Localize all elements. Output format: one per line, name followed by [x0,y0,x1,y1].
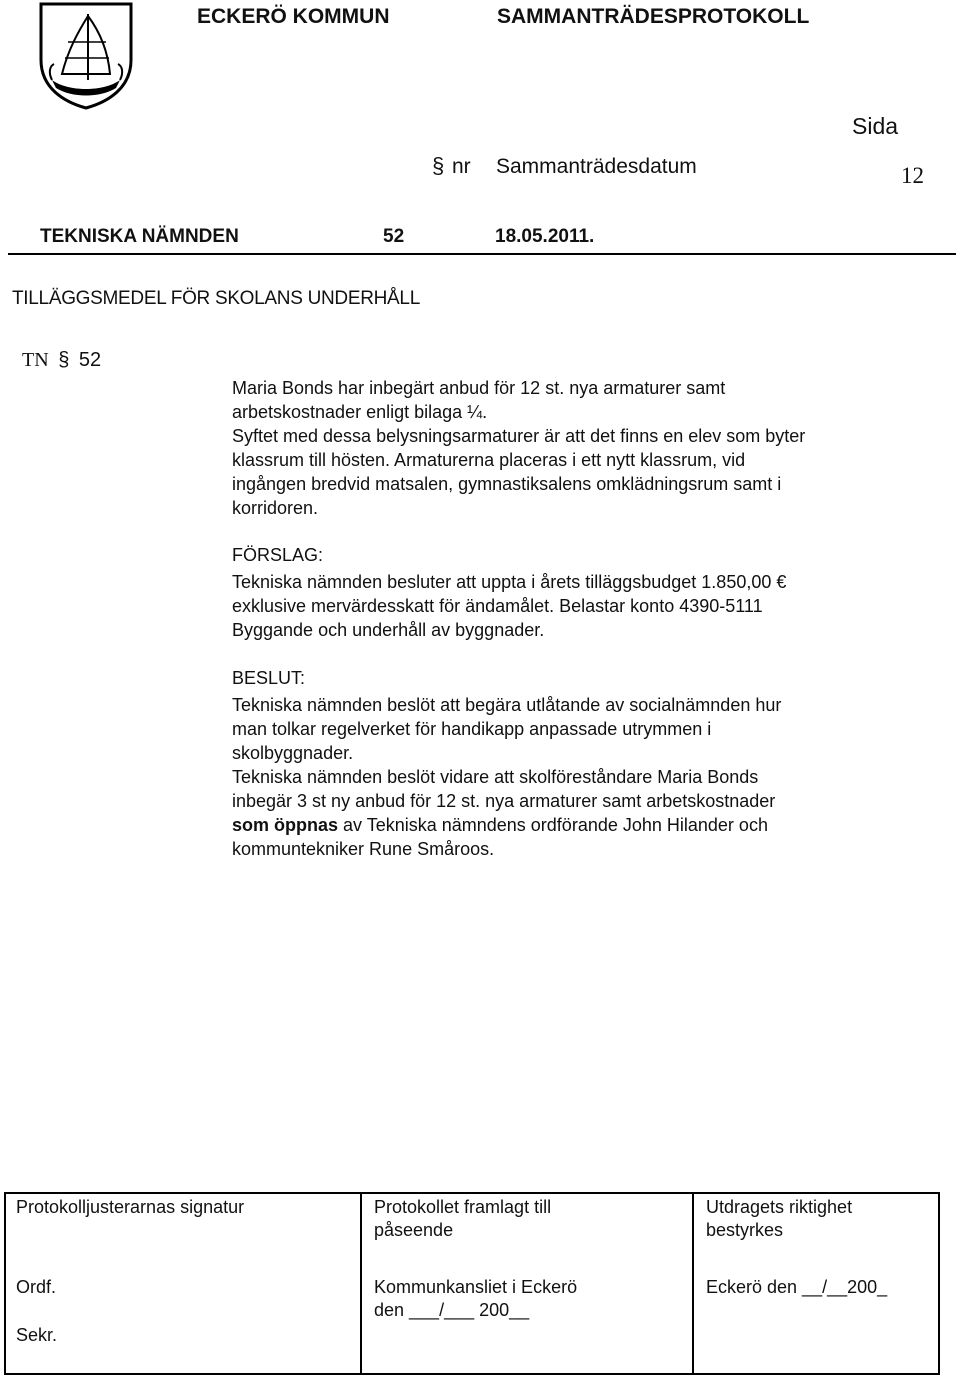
certification-column [692,1194,938,1373]
intro-line: korridoren. [232,498,319,518]
page-number: 12 [901,163,924,188]
inspection-title: Protokollet framlagt till [374,1197,552,1217]
section-mark-icon: § [432,153,445,178]
decision-line: inbegär 3 st ny anbud för 12 st. nya armaturer samt arbetskostnader [232,791,776,811]
sekr-label: Sekr. [16,1325,58,1345]
meeting-number: 52 [383,226,405,247]
inspection-title-2: påseende [374,1220,454,1240]
decision-line: kommuntekniker Rune Småroos. [232,839,495,859]
meeting-date: 18.05.2011. [495,226,595,247]
proposal-line: Tekniska nämnden besluter att uppta i årets tilläggsbudget 1.850,00 € [232,572,787,592]
page-label: Sida [852,113,899,139]
signature-column [6,1194,358,1373]
decision-line-rest: av Tekniska nämndens ordförande John Hilander och [338,815,768,835]
item-reference [22,349,101,372]
certification-title-2: bestyrkes [706,1220,784,1240]
decision-heading: BESLUT: [232,668,306,688]
intro-line: arbetskostnader enligt bilaga ¼. [232,402,488,422]
decision-paragraph [232,693,781,861]
intro-line: Maria Bonds har inbegärt anbud för 12 st. nya armaturer samt [232,378,726,398]
inspection-date: den ___/___ 200__ [374,1300,530,1320]
intro-line: ingången bredvid matsalen, gymnastiksalens omklädningsrum samt i [232,474,782,494]
committee-name: TEKNISKA NÄMNDEN [40,226,239,247]
ordf-label: Ordf. [16,1277,57,1297]
nr-label: nr [452,155,471,178]
intro-line: klassrum till hösten. Armaturerna placeras i ett nytt klassrum, vid [232,450,746,470]
proposal-line: exklusive mervärdesskatt för ändamålet. Belastar konto 4390-5111 [232,596,763,616]
decision-line: skolbyggnader. [232,743,354,763]
municipality-name: ECKERÖ KOMMUN [197,5,390,28]
certification-title: Utdragets riktighet [706,1197,853,1217]
signature-title: Protokolljusterarnas signatur [16,1197,245,1217]
decision-line: man tolkar regelverket för handikapp anpassade utrymmen i [232,719,712,739]
header-divider [8,253,956,255]
ref-number: 52 [78,349,102,371]
decision-line [232,813,781,837]
intro-line: Syftet med dessa belysningsarmaturer är att det finns en elev som byter [232,426,806,446]
decision-line: Tekniska nämnden beslöt att begära utlåtande av socialnämnden hur [232,695,782,715]
date-label: Sammanträdesdatum [496,155,697,178]
proposal-heading: FÖRSLAG: [232,545,324,565]
certification-date: Eckerö den __/__200_ [706,1277,888,1297]
item-title: TILLÄGGSMEDEL FÖR SKOLANS UNDERHÅLL [12,288,420,309]
signature-table [4,1192,940,1375]
proposal-paragraph [232,570,786,642]
inspection-place: Kommunkansliet i Eckerö [374,1277,578,1297]
protocol-title: SAMMANTRÄDESPROTOKOLL [497,5,810,28]
inspection-column [360,1194,692,1373]
decision-bold-phrase: som öppnas [232,815,339,835]
ref-prefix: TN [22,349,49,371]
municipality-logo [38,2,134,110]
paragraph-symbol-icon: § [58,349,70,371]
intro-paragraph [232,376,805,520]
decision-line: Tekniska nämnden beslöt vidare att skolföreståndare Maria Bonds [232,767,759,787]
proposal-line: Byggande och underhåll av byggnader. [232,620,545,640]
